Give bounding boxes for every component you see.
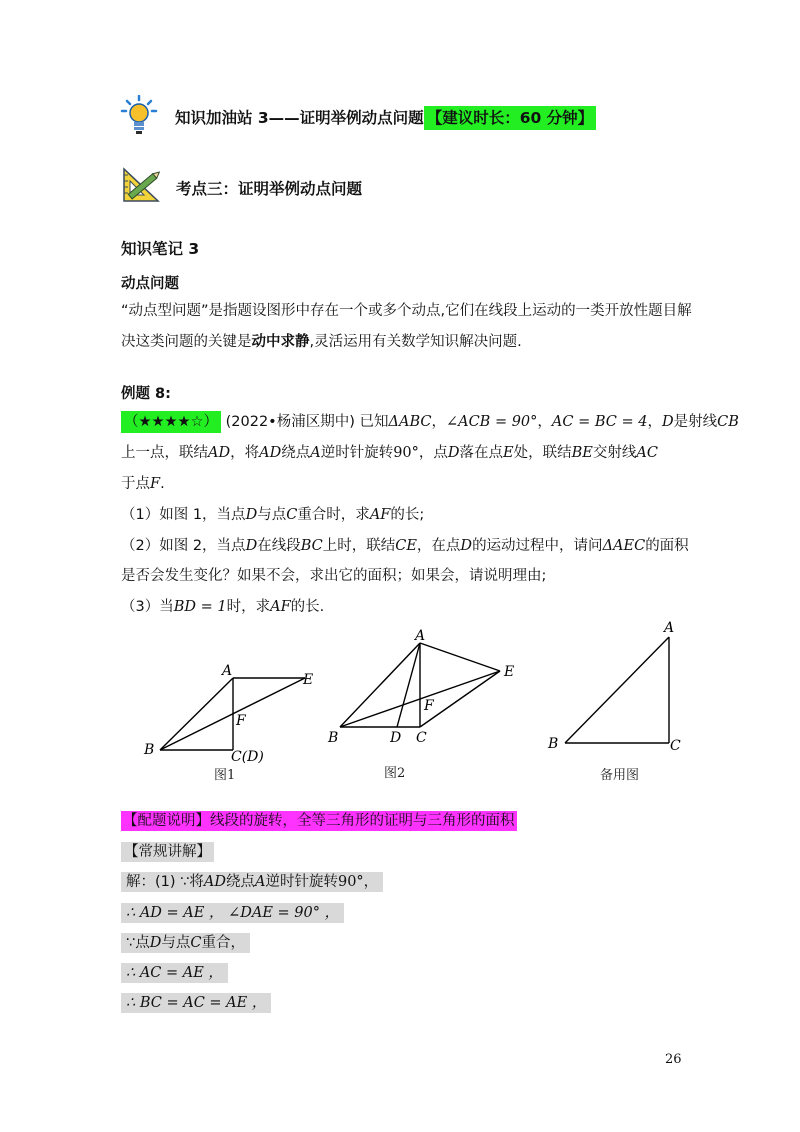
figure-1 xyxy=(160,678,305,750)
fig3-label-b: B xyxy=(548,736,559,752)
problem-line2: 上一点，联结AD，将AD绕点A逆时针旋转90°，点D落在点E处，联结BE交射线AC xyxy=(121,445,658,461)
fig1-label-e: E xyxy=(303,672,314,688)
question-2: （2）如图 2，当点D在线段BC上时，联结CE，在点D的运动过程中，请问ΔAEC的面积 xyxy=(121,538,689,554)
page-number: 26 xyxy=(665,1052,682,1067)
lightbulb-icon xyxy=(120,95,158,135)
fig3-caption: 备用图 xyxy=(600,768,640,783)
notes-paragraph-line1: “动点型问题”是指题设图形中存在一个或多个动点,它们在线段上运动的一类开放性题目解 xyxy=(121,303,692,319)
figure-3-spare xyxy=(565,637,669,743)
fig3-label-a: A xyxy=(664,620,675,636)
fig2-label-b: B xyxy=(328,730,339,746)
notes-title: 知识笔记 3 xyxy=(121,240,200,258)
fig2-label-c: C xyxy=(416,730,427,746)
difficulty-stars: （★★★★☆） xyxy=(121,411,221,433)
question-3: （3）当BD = 1时，求AF的长. xyxy=(121,599,325,615)
fig1-label-a: A xyxy=(222,663,233,679)
problem-note: 【配题说明】线段的旋转，全等三角形的证明与三角形的面积 xyxy=(123,813,515,829)
solution-step-3: ∵点D与点C重合， xyxy=(121,933,250,953)
problem-line1: （★★★★☆） (2022•杨浦区期中) 已知ΔABC，∠ACB = 90°，AC = BC = 4，D是射线CB xyxy=(121,412,739,432)
solution-step-5: ∴ BC = AC = AE ， xyxy=(121,993,271,1013)
fig2-caption: 图2 xyxy=(384,766,406,781)
section-heading: 知识加油站 3——证明举例动点问题 xyxy=(175,109,424,127)
fig1-caption: 图1 xyxy=(214,768,236,783)
geometry-figures xyxy=(0,615,800,795)
fig2-label-e: E xyxy=(504,664,515,680)
fig3-label-c: C xyxy=(670,738,681,754)
fig1-label-c: C(D) xyxy=(231,749,264,765)
question-1: （1）如图 1，当点D与点C重合时，求AF的长; xyxy=(121,507,425,523)
fig2-label-d: D xyxy=(390,730,402,746)
fig1-label-f: F xyxy=(236,713,246,729)
solution-heading: 【常规讲解】 xyxy=(121,842,214,862)
suggested-time-badge: 【建议时长：60 分钟】 xyxy=(424,106,596,130)
example-title: 例题 8: xyxy=(121,386,171,402)
problem-line3: 于点F. xyxy=(121,476,165,492)
fig1-label-b: B xyxy=(144,742,155,758)
solution-step-4: ∴ AC = AE ， xyxy=(121,963,228,983)
notes-subtitle: 动点问题 xyxy=(121,276,179,292)
fig2-label-a: A xyxy=(415,628,426,644)
figure-2 xyxy=(340,643,500,727)
exam-point-heading: 考点三：证明举例动点问题 xyxy=(176,180,363,198)
solution-step-2: ∴ AD = AE ， ∠DAE = 90° ， xyxy=(121,903,344,923)
notes-paragraph-line2: 决这类问题的关键是动中求静,灵活运用有关数学知识解决问题. xyxy=(121,334,522,350)
solution-step-1: 解：(1) ∵将AD绕点A逆时针旋转90°， xyxy=(121,872,383,892)
question-2-cont: 是否会发生变化？如果不会，求出它的面积；如果会，请说明理由; xyxy=(121,568,547,584)
fig2-label-f: F xyxy=(424,698,434,714)
ruler-pencil-icon xyxy=(120,165,162,205)
